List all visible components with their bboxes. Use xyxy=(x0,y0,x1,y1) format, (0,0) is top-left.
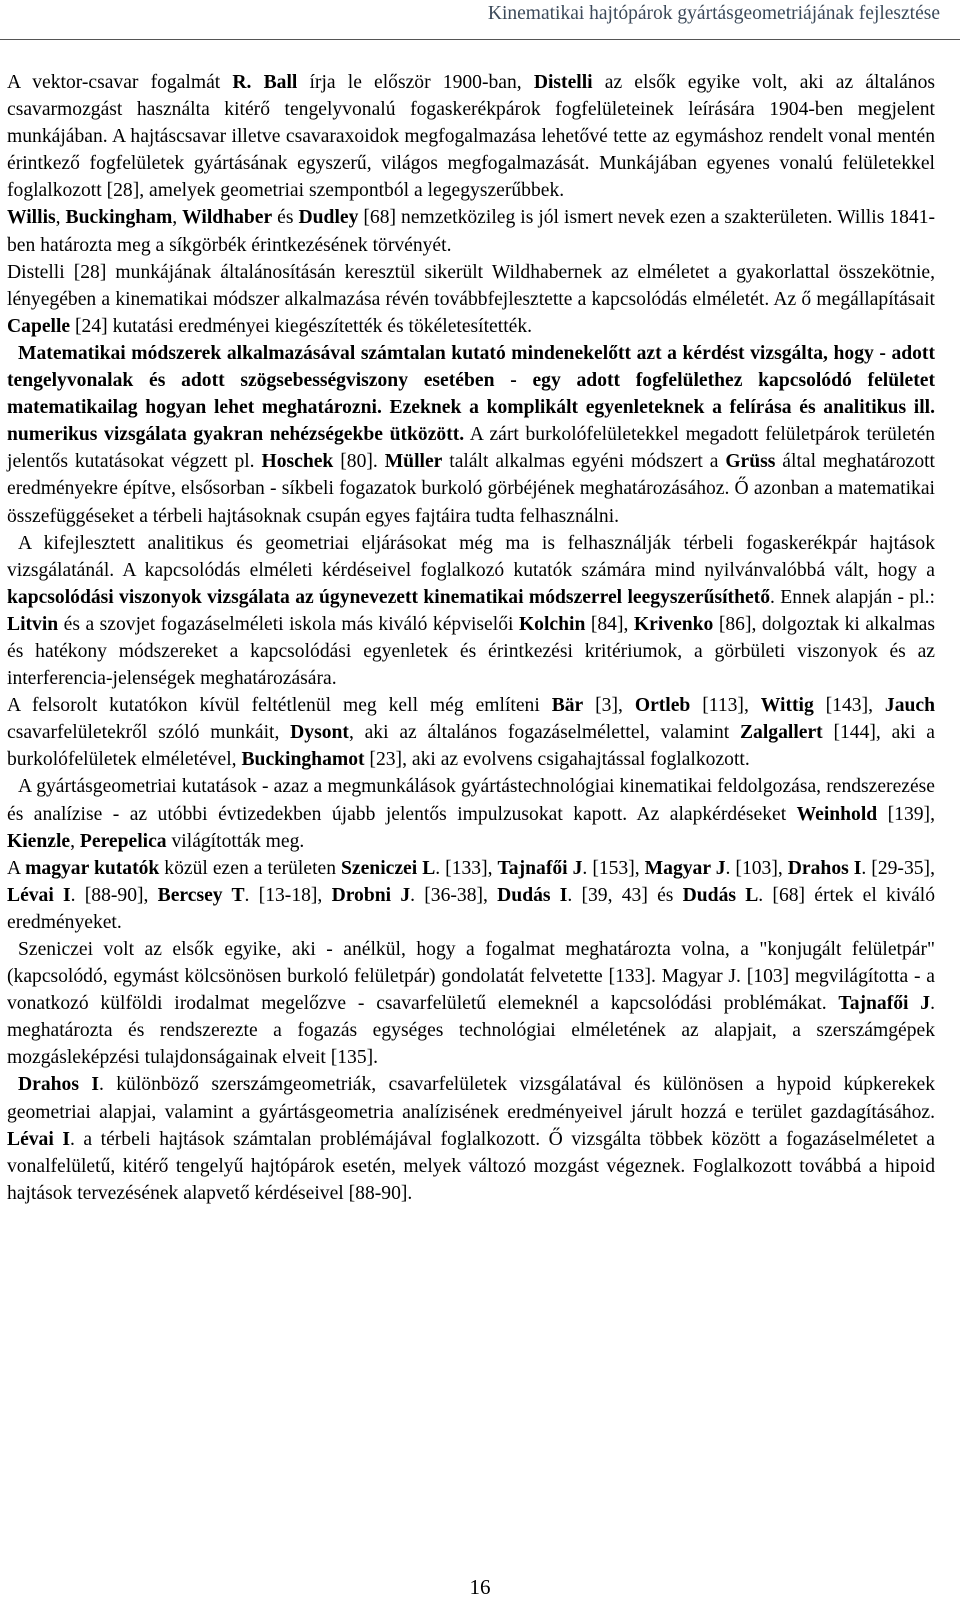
text-run: A gyártásgeometriai kutatások - azaz a megmunkálások gyártástechnológiai kinematikai feldolgozása, rendszerezése és analízise - az utóbbi évtizedekben újabb jelentős impulzusokat kapott. Az alapkérdéseket xyxy=(7,776,935,825)
bold-text-run: Distelli xyxy=(533,72,593,93)
bold-text-run: Jauch xyxy=(884,695,936,717)
text-run: és xyxy=(272,207,299,229)
text-run: , aki az általános fogazáselmélettel, valamint xyxy=(348,722,740,744)
text-run: , xyxy=(70,830,80,852)
bold-text-run: Bär xyxy=(551,695,584,717)
text-run: . Ennek alapján - pl.: xyxy=(770,586,935,608)
text-run: talált alkalmas egyéni módszert a xyxy=(442,451,726,473)
bold-text-run: Drahos I xyxy=(18,1074,99,1096)
text-run: . [13-18], xyxy=(244,884,332,906)
bold-text-run: Müller xyxy=(384,451,443,473)
text-run: A vektor-csavar fogalmát xyxy=(7,72,233,93)
text-run: . a térbeli hajtások számtalan problémájával foglalkozott. Ő vizsgálta többek között a fogazáselméletet a vonalfelületű, kitérő tengelyű hajtópárok esetén, melyek változó mozgást végeznek. Foglalkozott továbbá a hipoid hajtások tervezésének alapvető kérdéseivel [88-90]. xyxy=(7,1128,935,1204)
text-run: . [153], xyxy=(582,857,645,879)
bold-text-run: Zalgallert xyxy=(739,722,823,744)
bold-text-run: Dudley xyxy=(298,207,359,229)
text-run: [86], dolgoztak ki alkalmas és hatékony módszereket a kapcsolódási egyenletek és érintkezési kritériumok, a görbületi viszonyok és az interferencia-jelenségek meghatározására. xyxy=(7,613,936,690)
text-run: írja le először 1900-ban, xyxy=(297,72,534,93)
text-run: világították meg. xyxy=(166,830,305,852)
header-rule xyxy=(0,39,960,40)
text-run: . [36-38], xyxy=(410,884,498,906)
text-run: . meghatározta és rendszerezte a fogazás egységes technológiai elméletének az alapjait, a szerszámgépek mozgásleképzési tulajdonságainak elveit [135]. xyxy=(7,993,935,1069)
text-run: . [88-90], xyxy=(70,884,158,906)
document-body xyxy=(7,69,935,1207)
text-run: [139], xyxy=(877,803,935,825)
body-paragraph xyxy=(7,692,935,773)
text-run: csavarfelületekről szóló munkáit, xyxy=(7,722,291,744)
text-run: és a szovjet fogazáselméleti iskola más kiváló képviselői xyxy=(58,613,519,635)
text-run: [84], xyxy=(585,613,634,635)
text-run: [113], xyxy=(690,695,761,717)
text-run: Distelli [28] munkájának általánosításán keresztül sikerült Wildhabernek az elméletet a gyakorlattal összekötnie, lényegében a kinematikai módszer alkalmazása révén továbbfejlesztette a kapcsolódás elméletét. Az ő megállapításait xyxy=(7,261,935,310)
text-run: . [68] értek el kiváló eredményeket. xyxy=(7,884,936,933)
text-run: . [103], xyxy=(725,857,788,879)
text-run: A felsorolt kutatókon kívül feltétlenül meg kell még említeni xyxy=(7,695,552,717)
text-run: az elsők egyike volt, aki az általános csavarmozgást használta kitérő tengelyvonalú fogaskerékpárok fogfelületeinek leírására 1904-ben megjelent munkájában. A hajtáscsavar illetve csavaraxoidok megfogalmazása lehetővé tette az egymáshoz rendelt vonal mentén érintkező fogfelületek gyártásának egyszerű, világos megfogalmazását. Munkájában egyenes vonalú felületekkel foglalkozott [28], amelyek geometriai szempontból a legegyszerűbbek. xyxy=(7,72,935,202)
body-paragraph xyxy=(7,936,935,1071)
body-paragraph xyxy=(7,69,935,204)
text-run: . [29-35], xyxy=(861,857,935,879)
bold-text-run: Dysont xyxy=(290,722,349,744)
bold-text-run: Kolchin xyxy=(518,613,586,635)
bold-text-run: R. Ball xyxy=(232,72,298,93)
body-paragraph xyxy=(7,773,935,854)
running-header xyxy=(0,0,960,34)
bold-text-run: Buckingham xyxy=(65,207,173,229)
bold-text-run: Kienzle xyxy=(7,830,71,852)
text-run: [144], aki a burkolófelületek elméletével, xyxy=(7,722,935,771)
bold-text-run: Lévai I xyxy=(7,1128,70,1150)
body-paragraph xyxy=(7,204,935,258)
bold-text-run: Willis xyxy=(7,207,56,229)
text-run: A zárt burkolófelületekkel megadott felületpárok területén jelentős kutatásokat végzett pl. xyxy=(7,424,935,473)
text-run: [23], aki az evolvens csigahajtással foglalkozott. xyxy=(364,749,750,771)
bold-text-run: Litvin xyxy=(7,613,59,635)
text-run: [3], xyxy=(583,695,635,717)
bold-text-run: Weinhold xyxy=(796,803,878,825)
bold-text-run: Buckinghamot xyxy=(241,749,365,771)
bold-text-run: Lévai I xyxy=(7,884,71,906)
text-run: . [133], xyxy=(435,857,498,879)
text-run: közül ezen a területen xyxy=(159,857,342,879)
text-run: [80]. xyxy=(333,451,385,473)
bold-text-run: Grüss xyxy=(725,451,776,473)
body-paragraph xyxy=(7,340,935,530)
bold-text-run: Tajnafői J xyxy=(838,993,931,1015)
bold-text-run: Wittig xyxy=(760,695,814,717)
body-paragraph xyxy=(7,259,935,340)
bold-text-run: kapcsolódási viszonyok vizsgálata az úgynevezett kinematikai módszerrel leegyszerűsíthető xyxy=(7,586,770,608)
bold-text-run: Wildhaber xyxy=(182,207,273,229)
body-paragraph xyxy=(7,530,935,693)
bold-text-run: Hoschek xyxy=(261,451,334,473)
bold-text-run: Tajnafői J xyxy=(497,857,583,879)
text-run: [143], xyxy=(813,695,885,717)
text-run: , xyxy=(172,207,183,229)
text-run: által meghatározott eredményekre építve, elsősorban - síkbeli fogazatok burkoló görbéjének meghatározásához. Ő azonban a matematikai összefüggéseket a térbeli hajtásoknak csupán egyes fajtáira tudta felhasználni. xyxy=(7,451,935,527)
body-paragraph xyxy=(7,1071,935,1206)
bold-text-run: Szeniczei L xyxy=(341,857,436,879)
text-run: A kifejlesztett analitikus és geometriai eljárásokat még ma is felhasználják térbeli fogaskerékpár hajtások vizsgálatánál. A kapcsolódás elméleti kérdéseivel foglalkozó kutatók számára mind nyilvánvalóbbá vált, hogy a xyxy=(7,532,935,581)
text-run: . [39, 43] és xyxy=(567,884,683,906)
header-title: Kinematikai hajtópárok gyártásgeometriájának fejlesztése xyxy=(487,3,940,24)
bold-text-run: Krivenko xyxy=(633,613,714,635)
page-number: 16 xyxy=(469,1575,491,1599)
bold-text-run: Magyar J xyxy=(644,857,726,879)
text-run: . különböző szerszámgeometriák, csavarfelületek vizsgálatával és különösen a hypoid kúpkerekek geometriai alapjai, valamint a gyártásgeometria analízisének eredményeivel járult hozzá e terület gazdagításához. xyxy=(7,1074,935,1123)
bold-text-run: magyar kutatók xyxy=(25,857,160,879)
bold-text-run: Drobni J xyxy=(331,884,411,906)
text-run: A xyxy=(7,857,26,879)
text-run: Szeniczei volt az elsők egyike, aki - anélkül, hogy a fogalmat meghatározta volna, a "konjugált felületpár" (kapcsolódó, egymást kölcsönösen burkoló felületpár) gondolatát felvetette [133]. Magyar J. [103] megvilágította - a vonatkozó külföldi irodalmat megelőzve - csavarfelületű elemeknél a kapcsolódási problémákat. xyxy=(7,939,935,1015)
bold-text-run: Matematikai módszerek alkalmazásával számtalan kutató mindenekelőtt azt a kérdést vizsgálta, hogy - adott tengelyvonalak és adott szögsebességviszony esetében - egy adott fogfelülethez kapcsolódó felületet matematikailag hogyan lehet meghatározni. Ezeknek a komplikált egyenleteknek a felírása és analitikus ill. numerikus vizsgálata gyakran nehézségekbe ütközött. xyxy=(7,342,935,446)
bold-text-run: Drahos I xyxy=(787,857,862,879)
text-run: [68] nemzetközileg is jól ismert nevek ezen a szakterületen. Willis 1841-ben határozta meg a síkgörbék érintkezésének törvényét. xyxy=(7,207,936,256)
bold-text-run: Dudás L xyxy=(682,884,759,906)
bold-text-run: Capelle xyxy=(7,315,71,337)
bold-text-run: Bercsey T xyxy=(157,884,245,906)
text-run: , xyxy=(55,207,66,229)
bold-text-run: Perepelica xyxy=(79,830,167,852)
body-paragraph xyxy=(7,855,935,936)
bold-text-run: Dudás I xyxy=(497,884,568,906)
bold-text-run: Ortleb xyxy=(634,695,691,717)
text-run: [24] kutatási eredményei kiegészítették és tökéletesítették. xyxy=(70,315,533,337)
